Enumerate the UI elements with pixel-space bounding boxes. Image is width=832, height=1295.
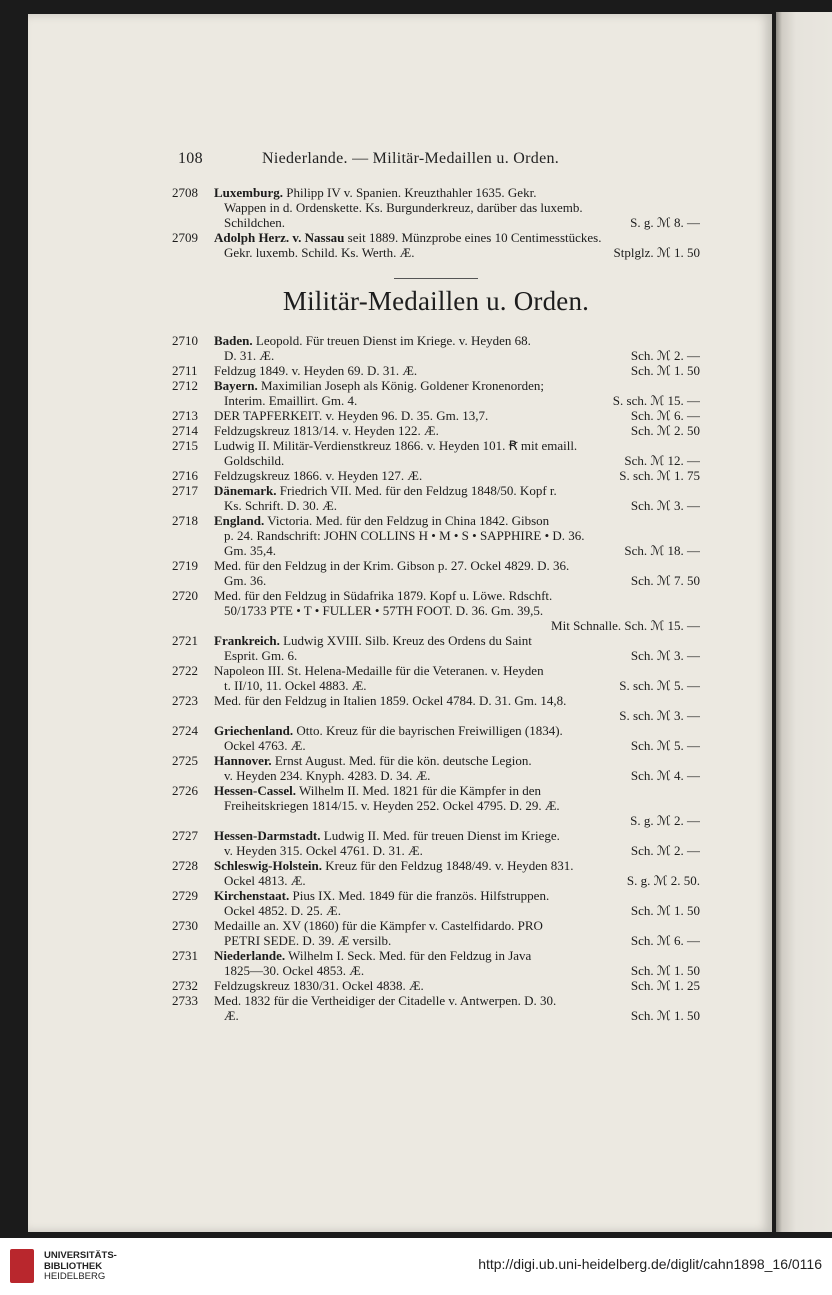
entry-number: 2712 <box>172 378 198 393</box>
entry-price: Sch. ℳ 12. — <box>624 453 700 468</box>
catalog-entry <box>172 783 700 828</box>
entry-text: Medaille an. XV (1860) für die Kämpfer v. Castelfidardo. PRO <box>214 918 543 933</box>
catalog-entry <box>172 633 700 663</box>
entry-number: 2726 <box>172 783 198 798</box>
entry-line <box>214 558 700 573</box>
entry-line <box>214 1008 700 1023</box>
entry-line <box>214 693 700 708</box>
entry-text: Ockel 4852. D. 25. Æ. <box>224 903 341 918</box>
entry-line <box>214 230 700 245</box>
entry-heading: England. <box>214 513 265 528</box>
section-divider <box>394 278 478 279</box>
entry-price: S. sch. ℳ 5. — <box>619 678 700 693</box>
entry-description: Philipp IV v. Spanien. Kreuzthahler 1635. Gekr. <box>282 185 537 200</box>
entry-line <box>214 588 700 603</box>
entry-heading: Schleswig-Holstein. <box>214 858 322 873</box>
library-logo-icon <box>10 1249 34 1283</box>
entry-line <box>214 933 700 948</box>
catalog-entry <box>172 423 700 438</box>
entry-text <box>214 378 544 393</box>
running-header <box>178 150 618 168</box>
entry-price: Sch. ℳ 1. 50 <box>630 1008 700 1023</box>
library-name <box>44 1251 117 1283</box>
entry-number: 2725 <box>172 753 198 768</box>
catalog-entry <box>172 888 700 918</box>
entry-description: Pius IX. Med. 1849 für die französ. Hilfstruppen. <box>289 888 550 903</box>
entry-description: Ludwig II. Med. für treuen Dienst im Kriege. <box>320 828 560 843</box>
entry-description: seit 1889. Münzprobe eines 10 Centimesstückes. <box>344 230 602 245</box>
entry-line <box>214 378 700 393</box>
catalog-entry <box>172 828 700 858</box>
entry-description: Ernst August. Med. für die kön. deutsche Legion. <box>271 753 532 768</box>
entry-line <box>214 813 700 828</box>
entry-price: Sch. ℳ 1. 50 <box>630 903 700 918</box>
entry-price: Sch. ℳ 2. 50 <box>630 423 700 438</box>
entry-description: Friedrich VII. Med. für den Feldzug 1848/50. Kopf r. <box>276 483 557 498</box>
entry-description: Victoria. Med. für den Feldzug in China 1842. Gibson <box>264 513 550 528</box>
catalog-entry <box>172 408 700 423</box>
entry-text <box>214 633 532 648</box>
catalog-entry <box>172 513 700 558</box>
entry-heading: Dänemark. <box>214 483 277 498</box>
library-name-line1: UNIVERSITÄTS- <box>44 1250 117 1261</box>
next-page-edge <box>776 12 832 1232</box>
entry-line <box>214 948 700 963</box>
entry-price: Sch. ℳ 5. — <box>630 738 700 753</box>
entry-price: Sch. ℳ 1. 50 <box>630 363 700 378</box>
entry-line <box>214 333 700 348</box>
entry-line <box>214 888 700 903</box>
entry-price: S. sch. ℳ 15. — <box>612 393 700 408</box>
entry-text: Esprit. Gm. 6. <box>224 648 298 663</box>
entry-text: Gm. 36. <box>224 573 267 588</box>
entry-line <box>214 798 700 813</box>
catalog-entry <box>172 558 700 588</box>
entry-text: Feldzugskreuz 1813/14. v. Heyden 122. Æ. <box>214 423 439 438</box>
entry-heading: Adolph Herz. v. Nassau <box>214 230 345 245</box>
entry-text <box>214 230 601 245</box>
entry-number: 2723 <box>172 693 198 708</box>
entry-line <box>214 483 700 498</box>
entry-line <box>214 468 700 483</box>
entry-text: Schildchen. <box>224 215 286 230</box>
entries-top <box>172 185 700 260</box>
entry-number: 2721 <box>172 633 198 648</box>
entry-text <box>214 783 541 798</box>
entry-price: Sch. ℳ 6. — <box>630 933 700 948</box>
entry-heading: Luxemburg. <box>214 185 283 200</box>
entry-number: 2733 <box>172 993 198 1008</box>
catalog-entry <box>172 723 700 753</box>
entry-price: Sch. ℳ 4. — <box>630 768 700 783</box>
entry-text: Gekr. luxemb. Schild. Ks. Werth. Æ. <box>224 245 415 260</box>
entry-text: Feldzugskreuz 1830/31. Ockel 4838. Æ. <box>214 978 424 993</box>
entry-line <box>214 978 700 993</box>
entry-text: v. Heyden 315. Ockel 4761. D. 31. Æ. <box>224 843 423 858</box>
entry-price: Sch. ℳ 3. — <box>630 648 700 663</box>
entry-text: Ockel 4763. Æ. <box>224 738 306 753</box>
catalog-entry <box>172 363 700 378</box>
entry-text: Med. für den Feldzug in Südafrika 1879. Kopf u. Löwe. Rdschft. <box>214 588 553 603</box>
library-name-line2: BIBLIOTHEK <box>44 1260 103 1272</box>
entry-line <box>214 528 700 543</box>
entry-text: Med. für den Feldzug in Italien 1859. Ockel 4784. D. 31. Gm. 14,8. <box>214 693 567 708</box>
entry-price: Stplglz. ℳ 1. 50 <box>613 245 700 260</box>
entry-number: 2729 <box>172 888 198 903</box>
entry-description: Leopold. Für treuen Dienst im Kriege. v. Heyden 68. <box>252 333 531 348</box>
entry-number: 2722 <box>172 663 198 678</box>
entry-text: Napoleon III. St. Helena-Medaille für die Veteranen. v. Heyden <box>214 663 544 678</box>
entry-number: 2714 <box>172 423 198 438</box>
entry-line <box>214 738 700 753</box>
entry-text: p. 24. Randschrift: JOHN COLLINS H • M • S • SAPPHIRE • D. 36. <box>224 528 585 543</box>
entry-line <box>214 708 700 723</box>
page-url[interactable]: http://digi.ub.uni-heidelberg.de/diglit/cahn1898_16/0116 <box>478 1256 822 1272</box>
entry-text: Gm. 35,4. <box>224 543 276 558</box>
entry-line <box>214 245 700 260</box>
entry-line <box>214 453 700 468</box>
entry-text: v. Heyden 234. Knyph. 4283. D. 34. Æ. <box>224 768 431 783</box>
entry-number: 2711 <box>172 363 198 378</box>
entry-text: Ockel 4813. Æ. <box>224 873 306 888</box>
entry-number: 2713 <box>172 408 198 423</box>
entry-number: 2718 <box>172 513 198 528</box>
entry-price: S. sch. ℳ 1. 75 <box>619 468 700 483</box>
entry-description: Maximilian Joseph als König. Goldener Kronenorden; <box>257 378 545 393</box>
catalog-entry <box>172 978 700 993</box>
catalog-entry <box>172 438 700 468</box>
catalog-entry <box>172 948 700 978</box>
entry-line <box>214 215 700 230</box>
entry-text <box>214 753 532 768</box>
entry-line <box>214 618 700 633</box>
entry-line <box>214 783 700 798</box>
entry-line <box>214 573 700 588</box>
entry-heading: Kirchenstaat. <box>214 888 290 903</box>
entry-line <box>214 768 700 783</box>
entry-line <box>214 543 700 558</box>
entry-number: 2715 <box>172 438 198 453</box>
entry-price: Sch. ℳ 18. — <box>624 543 700 558</box>
entry-number: 2724 <box>172 723 198 738</box>
entry-number: 2730 <box>172 918 198 933</box>
catalog-entry <box>172 993 700 1023</box>
entry-price: Sch. ℳ 2. — <box>630 348 700 363</box>
entry-line <box>214 858 700 873</box>
catalog-entry <box>172 918 700 948</box>
entry-text <box>214 723 563 738</box>
catalog-entry <box>172 588 700 633</box>
entry-line <box>214 918 700 933</box>
entry-text: Med. 1832 für die Vertheidiger der Citadelle v. Antwerpen. D. 30. <box>214 993 557 1008</box>
catalog-entry <box>172 858 700 888</box>
entry-price: Sch. ℳ 6. — <box>630 408 700 423</box>
entry-heading: Hessen-Cassel. <box>214 783 296 798</box>
entry-price: Sch. ℳ 2. — <box>630 843 700 858</box>
entry-heading: Frankreich. <box>214 633 280 648</box>
entry-line <box>214 185 700 200</box>
entry-price: S. g. ℳ 2. 50. <box>626 873 700 888</box>
entry-text: DER TAPFERKEIT. v. Heyden 96. D. 35. Gm. 13,7. <box>214 408 489 423</box>
entry-text: Ks. Schrift. D. 30. Æ. <box>224 498 338 513</box>
entry-text: 1825—30. Ockel 4853. Æ. <box>224 963 365 978</box>
entry-heading: Hessen-Darmstadt. <box>214 828 321 843</box>
entry-heading: Niederlande. <box>214 948 286 963</box>
entry-number: 2716 <box>172 468 198 483</box>
catalog-entry <box>172 468 700 483</box>
entry-price: Mit Schnalle. Sch. ℳ 15. — <box>551 618 700 633</box>
viewer-footer <box>0 1238 832 1295</box>
entry-text <box>214 858 574 873</box>
entry-heading: Griechenland. <box>214 723 294 738</box>
catalog-entry <box>172 753 700 783</box>
entry-number: 2731 <box>172 948 198 963</box>
catalog-entry <box>172 693 700 723</box>
entry-line <box>214 200 700 215</box>
library-name-line3: HEIDELBERG <box>44 1271 106 1282</box>
entry-description: Wilhelm II. Med. 1821 für die Kämpfer in den <box>295 783 542 798</box>
entry-line <box>214 963 700 978</box>
entry-number: 2728 <box>172 858 198 873</box>
entry-line <box>214 903 700 918</box>
entry-price: Sch. ℳ 1. 25 <box>630 978 700 993</box>
entry-price: S. g. ℳ 2. — <box>630 813 700 828</box>
running-title: Niederlande. — Militär-Medaillen u. Orden. <box>262 150 560 167</box>
catalog-entry <box>172 663 700 693</box>
entry-line <box>214 363 700 378</box>
entry-number: 2719 <box>172 558 198 573</box>
entry-description: Wilhelm I. Seck. Med. für den Feldzug in Java <box>285 948 532 963</box>
entry-text: Æ. <box>224 1008 239 1023</box>
entry-price: Sch. ℳ 1. 50 <box>630 963 700 978</box>
catalog-entry <box>172 378 700 408</box>
entry-number: 2708 <box>172 185 198 200</box>
entry-line <box>214 393 700 408</box>
entry-text: Feldzugskreuz 1866. v. Heyden 127. Æ. <box>214 468 423 483</box>
entry-price: S. sch. ℳ 3. — <box>619 708 700 723</box>
entry-text: PETRI SEDE. D. 39. Æ versilb. <box>224 933 392 948</box>
entry-text <box>214 333 531 348</box>
entry-description: Ludwig XVIII. Silb. Kreuz des Ordens du Saint <box>279 633 532 648</box>
entry-heading: Bayern. <box>214 378 258 393</box>
entry-text: Interim. Emaillirt. Gm. 4. <box>224 393 358 408</box>
entry-line <box>214 498 700 513</box>
entry-text: Feldzug 1849. v. Heyden 69. D. 31. Æ. <box>214 363 418 378</box>
entry-line <box>214 873 700 888</box>
entry-number: 2717 <box>172 483 198 498</box>
entry-description: Otto. Kreuz für die bayrischen Freiwilligen (1834). <box>293 723 563 738</box>
entry-line <box>214 633 700 648</box>
entries-main <box>172 333 700 1023</box>
entry-price: S. g. ℳ 8. — <box>630 215 700 230</box>
entry-line <box>214 753 700 768</box>
entry-text: Goldschild. <box>224 453 285 468</box>
entry-heading: Hannover. <box>214 753 272 768</box>
entry-line <box>214 603 700 618</box>
entry-line <box>214 828 700 843</box>
entry-number: 2709 <box>172 230 198 245</box>
entry-text <box>214 888 549 903</box>
entry-text: Freiheitskriegen 1814/15. v. Heyden 252. Ockel 4795. D. 29. Æ. <box>224 798 560 813</box>
entry-line <box>214 348 700 363</box>
entry-text <box>214 948 531 963</box>
entry-number: 2710 <box>172 333 198 348</box>
catalog-entry <box>172 333 700 363</box>
entry-description: Kreuz für den Feldzug 1848/49. v. Heyden 831. <box>321 858 574 873</box>
entry-heading: Baden. <box>214 333 253 348</box>
catalog-entry <box>172 230 700 260</box>
entry-line <box>214 993 700 1008</box>
entry-number: 2720 <box>172 588 198 603</box>
entry-line <box>214 663 700 678</box>
catalog-entry <box>172 185 700 230</box>
entry-line <box>214 723 700 738</box>
entry-number: 2727 <box>172 828 198 843</box>
entry-text: t. II/10, 11. Ockel 4883. Æ. <box>224 678 367 693</box>
entry-text: Med. für den Feldzug in der Krim. Gibson p. 27. Ockel 4829. D. 36. <box>214 558 570 573</box>
entry-text: D. 31. Æ. <box>224 348 275 363</box>
entry-text <box>214 483 557 498</box>
entry-text <box>214 185 536 200</box>
entry-text: Ludwig II. Militär-Verdienstkreuz 1866. v. Heyden 101. Ꞧ mit emaill. <box>214 438 578 453</box>
entry-text <box>214 513 549 528</box>
entry-text <box>214 828 560 843</box>
page-number: 108 <box>178 150 203 167</box>
entry-line <box>214 678 700 693</box>
entry-price: Sch. ℳ 7. 50 <box>630 573 700 588</box>
entry-text: Wappen in d. Ordenskette. Ks. Burgunderkreuz, darüber das luxemb. <box>224 200 583 215</box>
entry-line <box>214 408 700 423</box>
entry-text: 50/1733 PTE • T • FULLER • 57TH FOOT. D. 36. Gm. 39,5. <box>224 603 544 618</box>
entry-number: 2732 <box>172 978 198 993</box>
entry-line <box>214 423 700 438</box>
entry-price: Sch. ℳ 3. — <box>630 498 700 513</box>
entry-line <box>214 438 700 453</box>
entry-line <box>214 648 700 663</box>
section-title: Militär-Medaillen u. Orden. <box>282 286 590 316</box>
entry-line <box>214 843 700 858</box>
entry-line <box>214 513 700 528</box>
catalog-entry <box>172 483 700 513</box>
